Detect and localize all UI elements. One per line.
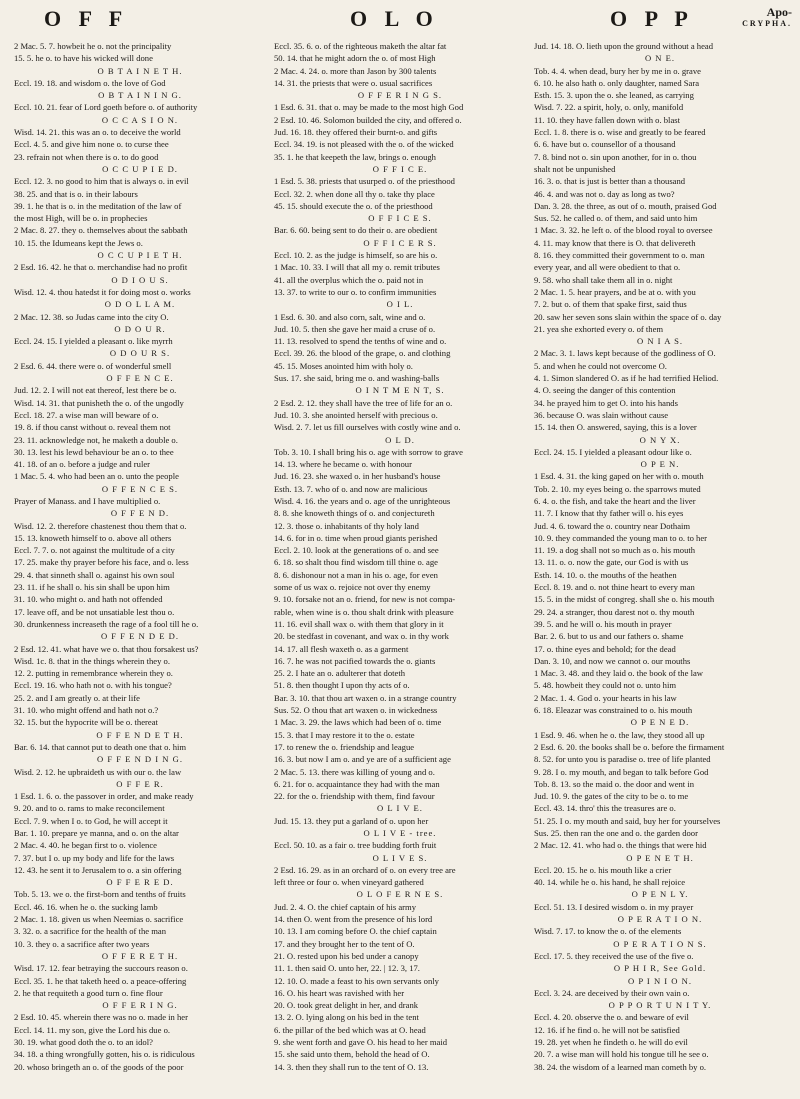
entry-heading: O P E N. bbox=[640, 459, 680, 470]
entry-line: 5. and when he could not overcome O. bbox=[534, 360, 667, 371]
entry-line: 11. 13. resolved to spend the tenths of wine and o. bbox=[274, 336, 447, 347]
entry-heading: O C C U P I E D. bbox=[102, 163, 178, 174]
entry-line: Tob. 2. 10. my eyes being o. the sparrows muted bbox=[534, 483, 701, 494]
entry-line: Jud. 16. 18. they offered their burnt-o. and gifts bbox=[274, 127, 438, 138]
entry-line: 1 Esd. 6. 30. and also corn, salt, wine and o. bbox=[274, 311, 426, 322]
entry-line: 45. 15. should execute the o. of the priesthood bbox=[274, 200, 433, 211]
entry-line: 17. to renew the o. friendship and league bbox=[274, 741, 415, 752]
entry-line: 38. 25. and that is o. in their labours bbox=[14, 188, 138, 199]
entry-line: 45. 15. Moses anointed him with holy o. bbox=[274, 360, 413, 371]
entry-line: 11. 16. evil shall wax o. with them that glory in it bbox=[274, 618, 444, 629]
entry-line: 7. 37. but I o. up my body and life for the laws bbox=[14, 852, 175, 863]
entry-line: Wisd. 17. 12. fear betraying the succours reason o. bbox=[14, 963, 188, 974]
entry-line: 14. 13. where he became o. with honour bbox=[274, 459, 412, 470]
entry-line: 12. 43. he sent it to Jerusalem to o. a sin offering bbox=[14, 864, 182, 875]
entry-line: Eccl. 14. 11. my son, give the Lord his due o. bbox=[14, 1024, 171, 1035]
entry-line: 17. o. thine eyes and behold; for the dead bbox=[534, 643, 676, 654]
entry-line: 36. because O. was slain without cause bbox=[534, 409, 669, 420]
entry-line: Eccl. 51. 13. I desired wisdom o. in my prayer bbox=[534, 901, 694, 912]
entry-line: 16. 7. he was not pacified towards the o. giants bbox=[274, 655, 436, 666]
entry-heading: O L O F E R N E S. bbox=[356, 889, 444, 900]
entry-line: 16. 3. but now I am o. and ye are of a sufficient age bbox=[274, 754, 451, 765]
entry-line: 21. yea she exhorted every o. of them bbox=[534, 323, 664, 334]
entry-line: 6. 10. he also hath o. only daughter, named Sara bbox=[534, 77, 700, 88]
entry-line: 4. 11. may know that there is O. that delivereth bbox=[534, 237, 696, 248]
entry-line: 30. 13. lest his lewd behaviour be an o. to thee bbox=[14, 446, 174, 457]
entry-line: 51. 8. then thought I upon thy acts of o. bbox=[274, 680, 410, 691]
entry-line: Eccl. 4. 5. and give him none o. to curse thee bbox=[14, 139, 169, 150]
entry-line: 10. 15. the Idumeans kept the Jews o. bbox=[14, 237, 143, 248]
entry-line: 31. 10. who might o. and hath not offended bbox=[14, 594, 163, 605]
entry-heading: O F F I C E. bbox=[372, 163, 428, 174]
entry-line: Eccl. 19. 18. and wisdom o. the love of God bbox=[14, 77, 166, 88]
entry-line: Eccl. 43. 14. thro' this the treasures are o. bbox=[534, 803, 676, 814]
entry-line: 6. 18. so shalt thou find wisdom till thine o. age bbox=[274, 557, 438, 568]
entry-heading: O D I O U S. bbox=[111, 274, 169, 285]
entry-line: left three or four o. when vineyard gathered bbox=[274, 877, 424, 888]
entry-line: Eccl. 7. 9. when I o. to God, he will accept it bbox=[14, 815, 168, 826]
entry-line: 35. 1. he that keepeth the law, brings o. enough bbox=[274, 151, 436, 162]
entry-line: Sus. 52. he called o. of them, and said unto him bbox=[534, 213, 698, 224]
entry-line: Jud. 12. 2. I will not eat thereof, lest there be o. bbox=[14, 385, 177, 396]
entry-heading: O F F E R I N G. bbox=[102, 1000, 178, 1011]
entry-line: 12. 10. O. made a feast to his own servants only bbox=[274, 975, 439, 986]
entry-line: every year, and all were obedient to that o. bbox=[534, 262, 681, 273]
entry-heading: O C C U P I E T H. bbox=[97, 250, 183, 261]
entry-line: 5. 48. howbeit they could not o. unto him bbox=[534, 680, 677, 691]
entry-heading: O D O U R S. bbox=[109, 348, 171, 359]
entry-line: Eccl. 7. 7. o. not against the multitude of a city bbox=[14, 545, 175, 556]
entry-line: 2 Mac. 5. 13. there was killing of young and o. bbox=[274, 766, 435, 777]
entry-line: 2 Mac. 4. 40. he began first to o. violence bbox=[14, 840, 157, 851]
entry-heading: O B T A I N E T H. bbox=[97, 65, 183, 76]
entry-line: 14. 6. for in o. time when proud giants perished bbox=[274, 532, 438, 543]
entry-line: 9. she went forth and gave O. his head to her maid bbox=[274, 1037, 448, 1048]
entry-line: 10. 3. they o. a sacrifice after two years bbox=[14, 938, 150, 949]
entry-line: Eccl. 10. 2. as the judge is himself, so are his o. bbox=[274, 250, 438, 261]
entry-line: Eccl. 4. 20. observe the o. and beware of evil bbox=[534, 1012, 689, 1023]
entry-line: Eccl. 32. 2. when done all thy o. take thy place bbox=[274, 188, 435, 199]
entry-line: 6. 6. have but o. counsellor of a thousand bbox=[534, 139, 676, 150]
entry-line: Esth. 14. 10. o. the mouths of the heathen bbox=[534, 569, 677, 580]
entry-line: 19. 8. if thou canst without o. reveal them not bbox=[14, 422, 171, 433]
entry-line: 12. 2. putting in remembrance wherein they o. bbox=[14, 668, 173, 679]
entry-line: 17. and they brought her to the tent of O. bbox=[274, 938, 415, 949]
entry-line: Sus. 17. she said, bring me o. and washing-balls bbox=[274, 373, 440, 384]
entry-line: Tob. 5. 13. we o. the first-born and tenths of fruits bbox=[14, 889, 186, 900]
entry-line: 13. 2. O. lying along on his bed in the tent bbox=[274, 1012, 419, 1023]
entry-line: 2 Mac. 3. 1. laws kept because of the godliness of O. bbox=[534, 348, 716, 359]
entry-line: rable, when wine is o. thou shalt drink with pleasure bbox=[274, 606, 454, 617]
entry-line: Dan. 3. 28. the three, as out of o. mouth, praised God bbox=[534, 200, 717, 211]
entry-line: 21. O. rested upon his bed under a canopy bbox=[274, 950, 419, 961]
entry-line: 29. 24. a stranger, thou darest not o. thy mouth bbox=[534, 606, 695, 617]
entry-line: 12. 3. those o. inhabitants of thy holy land bbox=[274, 520, 419, 531]
entry-line: 46. 4. and was not o. day as long as two? bbox=[534, 188, 675, 199]
entry-line: 19. 28. yet when he findeth o. he will do evil bbox=[534, 1037, 688, 1048]
entry-line: 34. he prayed him to get O. into his hands bbox=[534, 397, 678, 408]
entry-heading: O D O L L A M. bbox=[104, 299, 176, 310]
header-center: O L O bbox=[350, 6, 439, 31]
entry-line: 10. 9. they commanded the young man to o. to her bbox=[534, 532, 708, 543]
entry-line: 6. 4. o. the fish, and take the heart and the liver bbox=[534, 495, 696, 506]
entry-line: Eccl. 20. 15. he o. his mouth like a crier bbox=[534, 864, 672, 875]
entry-line: Jud. 14. 18. O. lieth upon the ground without a head bbox=[534, 41, 714, 51]
entry-heading: O P I N I O N. bbox=[627, 975, 693, 986]
entry-heading: O P E R A T I O N S. bbox=[613, 938, 707, 949]
entry-line: 4. O. seeing the danger of this contention bbox=[534, 385, 676, 396]
entry-heading: O N I A S. bbox=[636, 336, 684, 347]
entry-line: shalt not be unpunished bbox=[534, 163, 616, 174]
entry-line: 17. 25. make thy prayer before his face, and o. less bbox=[14, 557, 189, 568]
entry-line: 51. 25. I o. my mouth and said, buy her for yourselves bbox=[534, 815, 721, 826]
entry-line: 20. be stedfast in covenant, and wax o. in thy work bbox=[274, 631, 449, 642]
entry-heading: O P P O R T U N I T Y. bbox=[608, 1000, 712, 1011]
entry-line: 20. 7. a wise man will hold his tongue till he see o. bbox=[534, 1049, 709, 1060]
entry-heading: O L D. bbox=[385, 434, 415, 445]
entry-heading: O F F E R E T H. bbox=[101, 950, 179, 961]
entry-line: 34. 18. a thing wrongfully gotten, his o. is ridiculous bbox=[14, 1049, 195, 1060]
entry-line: 22. for the o. friendship with them, find favour bbox=[274, 791, 435, 802]
entry-heading: O F F E R E D. bbox=[106, 877, 174, 888]
entry-heading: O F F E N D E D. bbox=[100, 631, 180, 642]
entry-line: 14. 3. then they shall run to the tent of O. 13. bbox=[274, 1061, 429, 1072]
entry-line: Wisd. 14. 21. this was an o. to deceive the world bbox=[14, 127, 181, 138]
entry-line: Wisd. 4. 16. the years and o. age of the unrighteous bbox=[274, 495, 451, 506]
entry-line: 23. 11. acknowledge not, he maketh a double o. bbox=[14, 434, 178, 445]
entry-line: 7. 8. bind not o. sin upon another, for in o. thou bbox=[534, 151, 697, 162]
entry-line: Dan. 3. 10, and now we cannot o. our mouths bbox=[534, 655, 691, 666]
entry-line: Jud. 10. 5. then she gave her maid a cruse of o. bbox=[274, 323, 436, 334]
entry-line: 6. 21. for o. acquaintance they had with the man bbox=[274, 778, 440, 789]
entry-line: Wisd. 2. 7. let us fill ourselves with costly wine and o. bbox=[274, 422, 461, 433]
entry-heading: O B T A I N I N G. bbox=[98, 90, 182, 101]
entry-line: Eccl. 46. 16. when he o. the sucking lamb bbox=[14, 901, 158, 912]
entry-line: 1 Mac. 3. 48. and they laid o. the book of the law bbox=[534, 668, 703, 679]
entry-line: 2 Mac. 1. 4. God o. your hearts in his law bbox=[534, 692, 677, 703]
entry-line: 39. 5. and he will o. his mouth in prayer bbox=[534, 618, 672, 629]
entry-line: 4. 1. Simon slandered O. as if he had terrified Heliod. bbox=[534, 373, 719, 384]
entry-line: Sus. 52. O thou that art waxen o. in wickedness bbox=[274, 705, 438, 716]
entry-line: 11. 1. then said O. unto her, 22. | 12. 3, 17. bbox=[274, 963, 420, 974]
entry-line: 32. 15. but the hypocrite will be o. thereat bbox=[14, 717, 158, 728]
entry-line: Wisd. 7. 22. a spirit, holy, o. only, manifold bbox=[534, 102, 684, 113]
entry-line: 2 Esd. 2. 12. they shall have the tree of life for an o. bbox=[274, 397, 453, 408]
entry-line: Eccl. 8. 19. and o. not thine heart to every man bbox=[534, 582, 695, 593]
entry-line: 2 Mac. 1. 18. given us when Neemias o. sacrifice bbox=[14, 914, 184, 925]
entry-heading: O I L. bbox=[386, 299, 414, 310]
entry-heading: O F F E N D I N G. bbox=[96, 754, 184, 765]
entry-heading: O D O U R. bbox=[114, 323, 166, 334]
entry-line: Wisd. 7. 17. to know the o. of the elements bbox=[534, 926, 682, 937]
entry-line: 29. 4. that sinneth shall o. against his own soul bbox=[14, 569, 175, 580]
entry-line: 1 Esd. 5. 38. priests that usurped o. of the priesthood bbox=[274, 176, 455, 187]
entry-line: 8. 52. for unto you is paradise o. tree of life planted bbox=[534, 754, 711, 765]
entry-line: 2 Mac. 5. 7. howbeit he o. not the principality bbox=[14, 41, 172, 51]
entry-line: Eccl. 19. 16. who hath not o. with his tongue? bbox=[14, 680, 172, 691]
entry-heading: O F F I C E R S. bbox=[363, 237, 437, 248]
entry-line: Eccl. 34. 19. is not pleased with the o. of the wicked bbox=[274, 139, 454, 150]
entry-line: 10. 13. I am coming before O. the chief captain bbox=[274, 926, 437, 937]
entry-heading: O F F E N C E. bbox=[106, 373, 174, 384]
entry-heading: O P H I R, See Gold. bbox=[613, 963, 707, 974]
entry-heading: O F F E N D E T H. bbox=[96, 729, 184, 740]
entry-heading: O L I V E - tree. bbox=[363, 828, 437, 838]
entry-line: 1 Esd. 1. 6. o. the passover in order, and make ready bbox=[14, 791, 194, 802]
header-corner bbox=[742, 6, 792, 30]
entry-line: 13. 37. to write to our o. to confirm immunities bbox=[274, 286, 437, 297]
entry-line: Eccl. 39. 26. the blood of the grape, o. and clothing bbox=[274, 348, 451, 359]
entry-line: Tob. 8. 13. so the maid o. the door and went in bbox=[534, 778, 695, 789]
entry-line: 2 Mac. 12. 38. so Judas came into the city O. bbox=[14, 311, 169, 322]
entry-line: 15. 5. in the midst of congreg. shall she o. his mouth bbox=[534, 594, 715, 605]
entry-line: Esth. 15. 3. upon the o. she leaned, as carrying bbox=[534, 90, 694, 101]
entry-line: Wisd. 14. 31. that punisheth the o. of the ungodly bbox=[14, 397, 184, 408]
entry-heading: O F F E R I N G S. bbox=[357, 90, 443, 101]
entry-line: 1 Esd. 9. 46. when he o. the law, they stood all up bbox=[534, 729, 705, 740]
entry-line: 2 Esd. 10. 46. Solomon builded the city, and offered o. bbox=[274, 114, 462, 125]
entry-line: Eccl. 24. 15. I yielded a pleasant o. like myrrh bbox=[14, 336, 173, 347]
entry-line: some of us wax o. rejoice not over thy enemy bbox=[274, 582, 431, 593]
entry-line: Wisd. 2. 12. he upbraideth us with our o. the law bbox=[14, 766, 182, 777]
entry-line: Esth. 13. 7. who of o. and now are malicious bbox=[274, 483, 428, 494]
entry-line: Eccl. 1. 8. there is o. wise and greatly to be feared bbox=[534, 127, 706, 138]
entry-line: 16. 3. o. that is just is better than a thousand bbox=[534, 176, 686, 187]
entry-line: Eccl. 50. 10. as a fair o. tree budding forth fruit bbox=[274, 840, 437, 851]
entry-line: 1 Esd. 4. 31. the king gaped on her with o. mouth bbox=[534, 471, 704, 482]
entry-line: 20. whoso bringeth an o. of the goods of the poor bbox=[14, 1061, 184, 1072]
columns bbox=[10, 40, 794, 1093]
entry-line: 15. 14. then O. answered, saying, this is a lover bbox=[534, 422, 697, 433]
header-left: O F F bbox=[44, 6, 129, 31]
entry-line: 13. 11. o. o. now the gate, our God is with us bbox=[534, 557, 689, 568]
entry-line: 6. the pillar of the bed which was at O. head bbox=[274, 1024, 426, 1035]
entry-line: 25. 2. and I am greatly o. at their life bbox=[14, 692, 140, 703]
column-middle bbox=[270, 40, 530, 1090]
entry-line: Bar. 1. 10. prepare ye manna, and o. on the altar bbox=[14, 828, 179, 838]
entry-line: Eccl. 24. 15. I yielded a pleasant odour like o. bbox=[534, 446, 692, 457]
entry-line: 2 Esd. 6. 20. the books shall be o. before the firmament bbox=[534, 741, 725, 752]
entry-line: 2 Esd. 12. 41. what have we o. that thou forsakest us? bbox=[14, 643, 199, 654]
entry-heading: O N E. bbox=[644, 53, 676, 64]
entry-line: 41. all the overplus which the o. paid not in bbox=[274, 274, 424, 285]
entry-line: 16. O. his heart was ravished with her bbox=[274, 987, 405, 998]
entry-line: 38. 24. the wisdom of a learned man cometh by o. bbox=[534, 1061, 707, 1072]
entry-line: 14. then O. went from the presence of his lord bbox=[274, 914, 433, 925]
entry-line: Eccl. 2. 10. look at the generations of o. and see bbox=[274, 545, 439, 556]
entry-line: 20. saw her seven sons slain within the space of o. day bbox=[534, 311, 722, 322]
entry-line: Jud. 10. 3. she anointed herself with precious o. bbox=[274, 409, 438, 420]
entry-line: 1 Mac. 3. 32. he left o. of the blood royal to oversee bbox=[534, 225, 713, 236]
entry-line: 23. 11. if he shall o. his sin shall be upon him bbox=[14, 582, 170, 593]
entry-line: 39. 1. he that is o. in the meditation of the law of bbox=[14, 200, 182, 211]
running-header bbox=[0, 0, 800, 40]
entry-line: Jud. 4. 6. toward the o. country near Dothaim bbox=[534, 520, 691, 531]
entry-line: 1 Mac. 3. 29. the laws which had been of o. time bbox=[274, 717, 442, 728]
entry-line: 14. 17. all flesh waxeth o. as a garment bbox=[274, 643, 409, 654]
entry-line: 25. 2. I hate an o. adulterer that doteth bbox=[274, 668, 406, 679]
entry-heading: O F F E N D. bbox=[110, 508, 170, 519]
entry-line: Tob. 3. 10. I shall bring his o. age with sorrow to grave bbox=[274, 446, 463, 457]
entry-line: Tob. 4. 4. when dead, bury her by me in o. grave bbox=[534, 65, 701, 76]
header-corner-bottom: CRYPHA. bbox=[742, 19, 792, 28]
entry-heading: O L I V E. bbox=[377, 803, 423, 814]
entry-line: 9. 10. forsake not an o. friend, for new is not compa- bbox=[274, 594, 456, 605]
entry-line: 8. 16. they committed their government to o. man bbox=[534, 250, 705, 261]
entry-line: 20. O. took great delight in her, and drank bbox=[274, 1000, 419, 1011]
column-right bbox=[530, 40, 790, 1090]
entry-line: 2 Mac. 12. 41. who had o. the things that were hid bbox=[534, 840, 707, 851]
entry-line: Eccl. 35. 1. he that taketh heed o. a peace-offering bbox=[14, 975, 187, 986]
entry-line: 40. 14. while he o. his hand, he shall rejoice bbox=[534, 877, 686, 888]
entry-line: the most High, will be o. in prophecies bbox=[14, 213, 148, 224]
entry-heading: O L I V E S. bbox=[372, 852, 428, 863]
entry-line: Eccl. 18. 27. a wise man will beware of o. bbox=[14, 409, 159, 420]
entry-line: 1 Mac. 10. 33. I will that all my o. remit tributes bbox=[274, 262, 440, 273]
entry-heading: O I N T M E N T, S. bbox=[355, 385, 445, 396]
entry-heading: O C C A S I O N. bbox=[101, 114, 179, 125]
entry-line: 1 Mac. 5. 4. who had been an o. unto the people bbox=[14, 471, 179, 482]
entry-line: 7. 2. but o. of them that spake first, said thus bbox=[534, 299, 687, 310]
entry-line: 11. 10. they have fallen down with o. blast bbox=[534, 114, 680, 125]
entry-heading: O P E R A T I O N. bbox=[617, 914, 703, 925]
entry-line: 2 Mac. 1. 5. hear prayers, and be at o. with you bbox=[534, 286, 696, 297]
column-left bbox=[10, 40, 270, 1090]
entry-heading: O P E N L Y. bbox=[631, 889, 689, 900]
entry-line: Wisd. 1c. 8. that in the things wherein they o. bbox=[14, 655, 170, 666]
entry-line: 3. 32. o. a sacrifice for the health of the man bbox=[14, 926, 167, 937]
entry-line: 9. 20. and to o. rams to make reconcilement bbox=[14, 803, 165, 814]
entry-line: 2 Esd. 16. 42. he that o. merchandise had no profit bbox=[14, 262, 188, 273]
entry-line: 1 Esd. 6. 31. that o. may be made to the most high God bbox=[274, 102, 464, 113]
entry-heading: O F F E N C E S. bbox=[101, 483, 179, 494]
entry-line: Bar. 6. 60. being sent to do their o. are obedient bbox=[274, 225, 438, 236]
entry-line: Jud. 15. 13. they put a garland of o. upon her bbox=[274, 815, 429, 826]
entry-line: 30. drunkenness increaseth the rage of a fool till he o. bbox=[14, 618, 199, 629]
entry-line: 9. 58. who shall take them all in o. night bbox=[534, 274, 673, 285]
entry-line: Eccl. 3. 24. are deceived by their own vain o. bbox=[534, 987, 690, 998]
entry-line: 14. 31. the priests that were o. usual sacrifices bbox=[274, 77, 433, 88]
entry-line: Eccl. 10. 21. fear of Lord goeth before o. of authority bbox=[14, 102, 198, 113]
header-right: O P P bbox=[610, 6, 694, 31]
entry-line: 15. 3. that I may restore it to the o. estate bbox=[274, 729, 415, 740]
entry-line: Bar. 2. 6. but to us and our fathers o. shame bbox=[534, 631, 684, 642]
entry-line: 50. 14. that he might adorn the o. of most High bbox=[274, 53, 436, 64]
entry-line: Jud. 2. 4. O. the chief captain of his army bbox=[274, 901, 416, 912]
entry-line: 11. 7. I know that thy father will o. his eyes bbox=[534, 508, 684, 519]
entry-line: 12. 16. if he find o. he will not be satisfied bbox=[534, 1024, 680, 1035]
entry-line: Eccl. 17. 5. they received the use of the five o. bbox=[534, 950, 694, 961]
entry-line: 31. 10. who might offend and hath not o.? bbox=[14, 705, 159, 716]
entry-line: 2. he that requiteth a good turn o. fine flour bbox=[14, 987, 163, 998]
entry-line: 8. 6. dishonour not a man in his o. age, for even bbox=[274, 569, 438, 580]
entry-line: 2 Esd. 16. 29. as in an orchard of o. on every tree are bbox=[274, 864, 456, 875]
entry-line: 2 Esd. 6. 44. there were o. of wonderful smell bbox=[14, 360, 172, 371]
entry-line: 2 Esd. 10. 45. wherein there was no o. made in her bbox=[14, 1012, 188, 1023]
entry-line: Bar. 6. 14. that cannot put to death one that o. him bbox=[14, 741, 187, 752]
entry-line: Sus. 25. then ran the one and o. the garden door bbox=[534, 828, 698, 838]
entry-line: 6. 18. Eleazar was constrained to o. his mouth bbox=[534, 705, 693, 716]
entry-line: Wisd. 12. 4. thou hatedst it for doing most o. works bbox=[14, 286, 191, 297]
entry-line: Eccl. 12. 3. no good to him that is always o. in evil bbox=[14, 176, 189, 187]
entry-line: 17. leave off, and be not unsatiable lest thou o. bbox=[14, 606, 175, 617]
entry-heading: O P E N E T H. bbox=[626, 852, 694, 863]
entry-line: 2 Mac. 8. 27. they o. themselves about the sabbath bbox=[14, 225, 188, 236]
entry-line: 15. 13. knoweth himself to o. above all others bbox=[14, 532, 172, 543]
entry-line: 15. she said unto them, behold the head of O. bbox=[274, 1049, 430, 1060]
header-corner-top: Apo- bbox=[766, 5, 792, 19]
entry-line: 8. 8. she knoweth things of o. and conjectureth bbox=[274, 508, 435, 519]
entry-line: 23. refrain not when there is o. to do good bbox=[14, 151, 159, 162]
entry-line: 2 Mac. 4. 24. o. more than Jason by 300 talents bbox=[274, 65, 437, 76]
entry-heading: O F F E R. bbox=[116, 778, 164, 789]
entry-heading: O F F I C E S. bbox=[368, 213, 432, 224]
entry-line: 11. 19. a dog shall not so much as o. his mouth bbox=[534, 545, 696, 556]
entry-line: Wisd. 12. 2. therefore chastenest thou them that o. bbox=[14, 520, 187, 531]
entry-heading: O P E N E D. bbox=[630, 717, 690, 728]
entry-heading: O N Y X. bbox=[639, 434, 681, 445]
entry-line: 30. 19. what good doth the o. to an idol? bbox=[14, 1037, 153, 1048]
entry-line: Jud. 16. 23. she waxed o. in her husband's house bbox=[274, 471, 441, 482]
entry-line: Jud. 10. 9. the gates of the city to be o. to me bbox=[534, 791, 689, 802]
entry-line: 41. 18. of an o. before a judge and ruler bbox=[14, 459, 151, 470]
entry-line: Bar. 3. 10. that thou art waxen o. in a strange country bbox=[274, 692, 457, 703]
entry-line: Prayer of Manass. and I have multiplied o. bbox=[14, 495, 161, 506]
entry-line: 9. 28. I o. my mouth, and began to talk before God bbox=[534, 766, 709, 777]
entry-line: 15. 5. he o. to have his wicked will done bbox=[14, 53, 153, 64]
entry-line: Eccl. 35. 6. o. of the righteous maketh the altar fat bbox=[274, 41, 447, 51]
